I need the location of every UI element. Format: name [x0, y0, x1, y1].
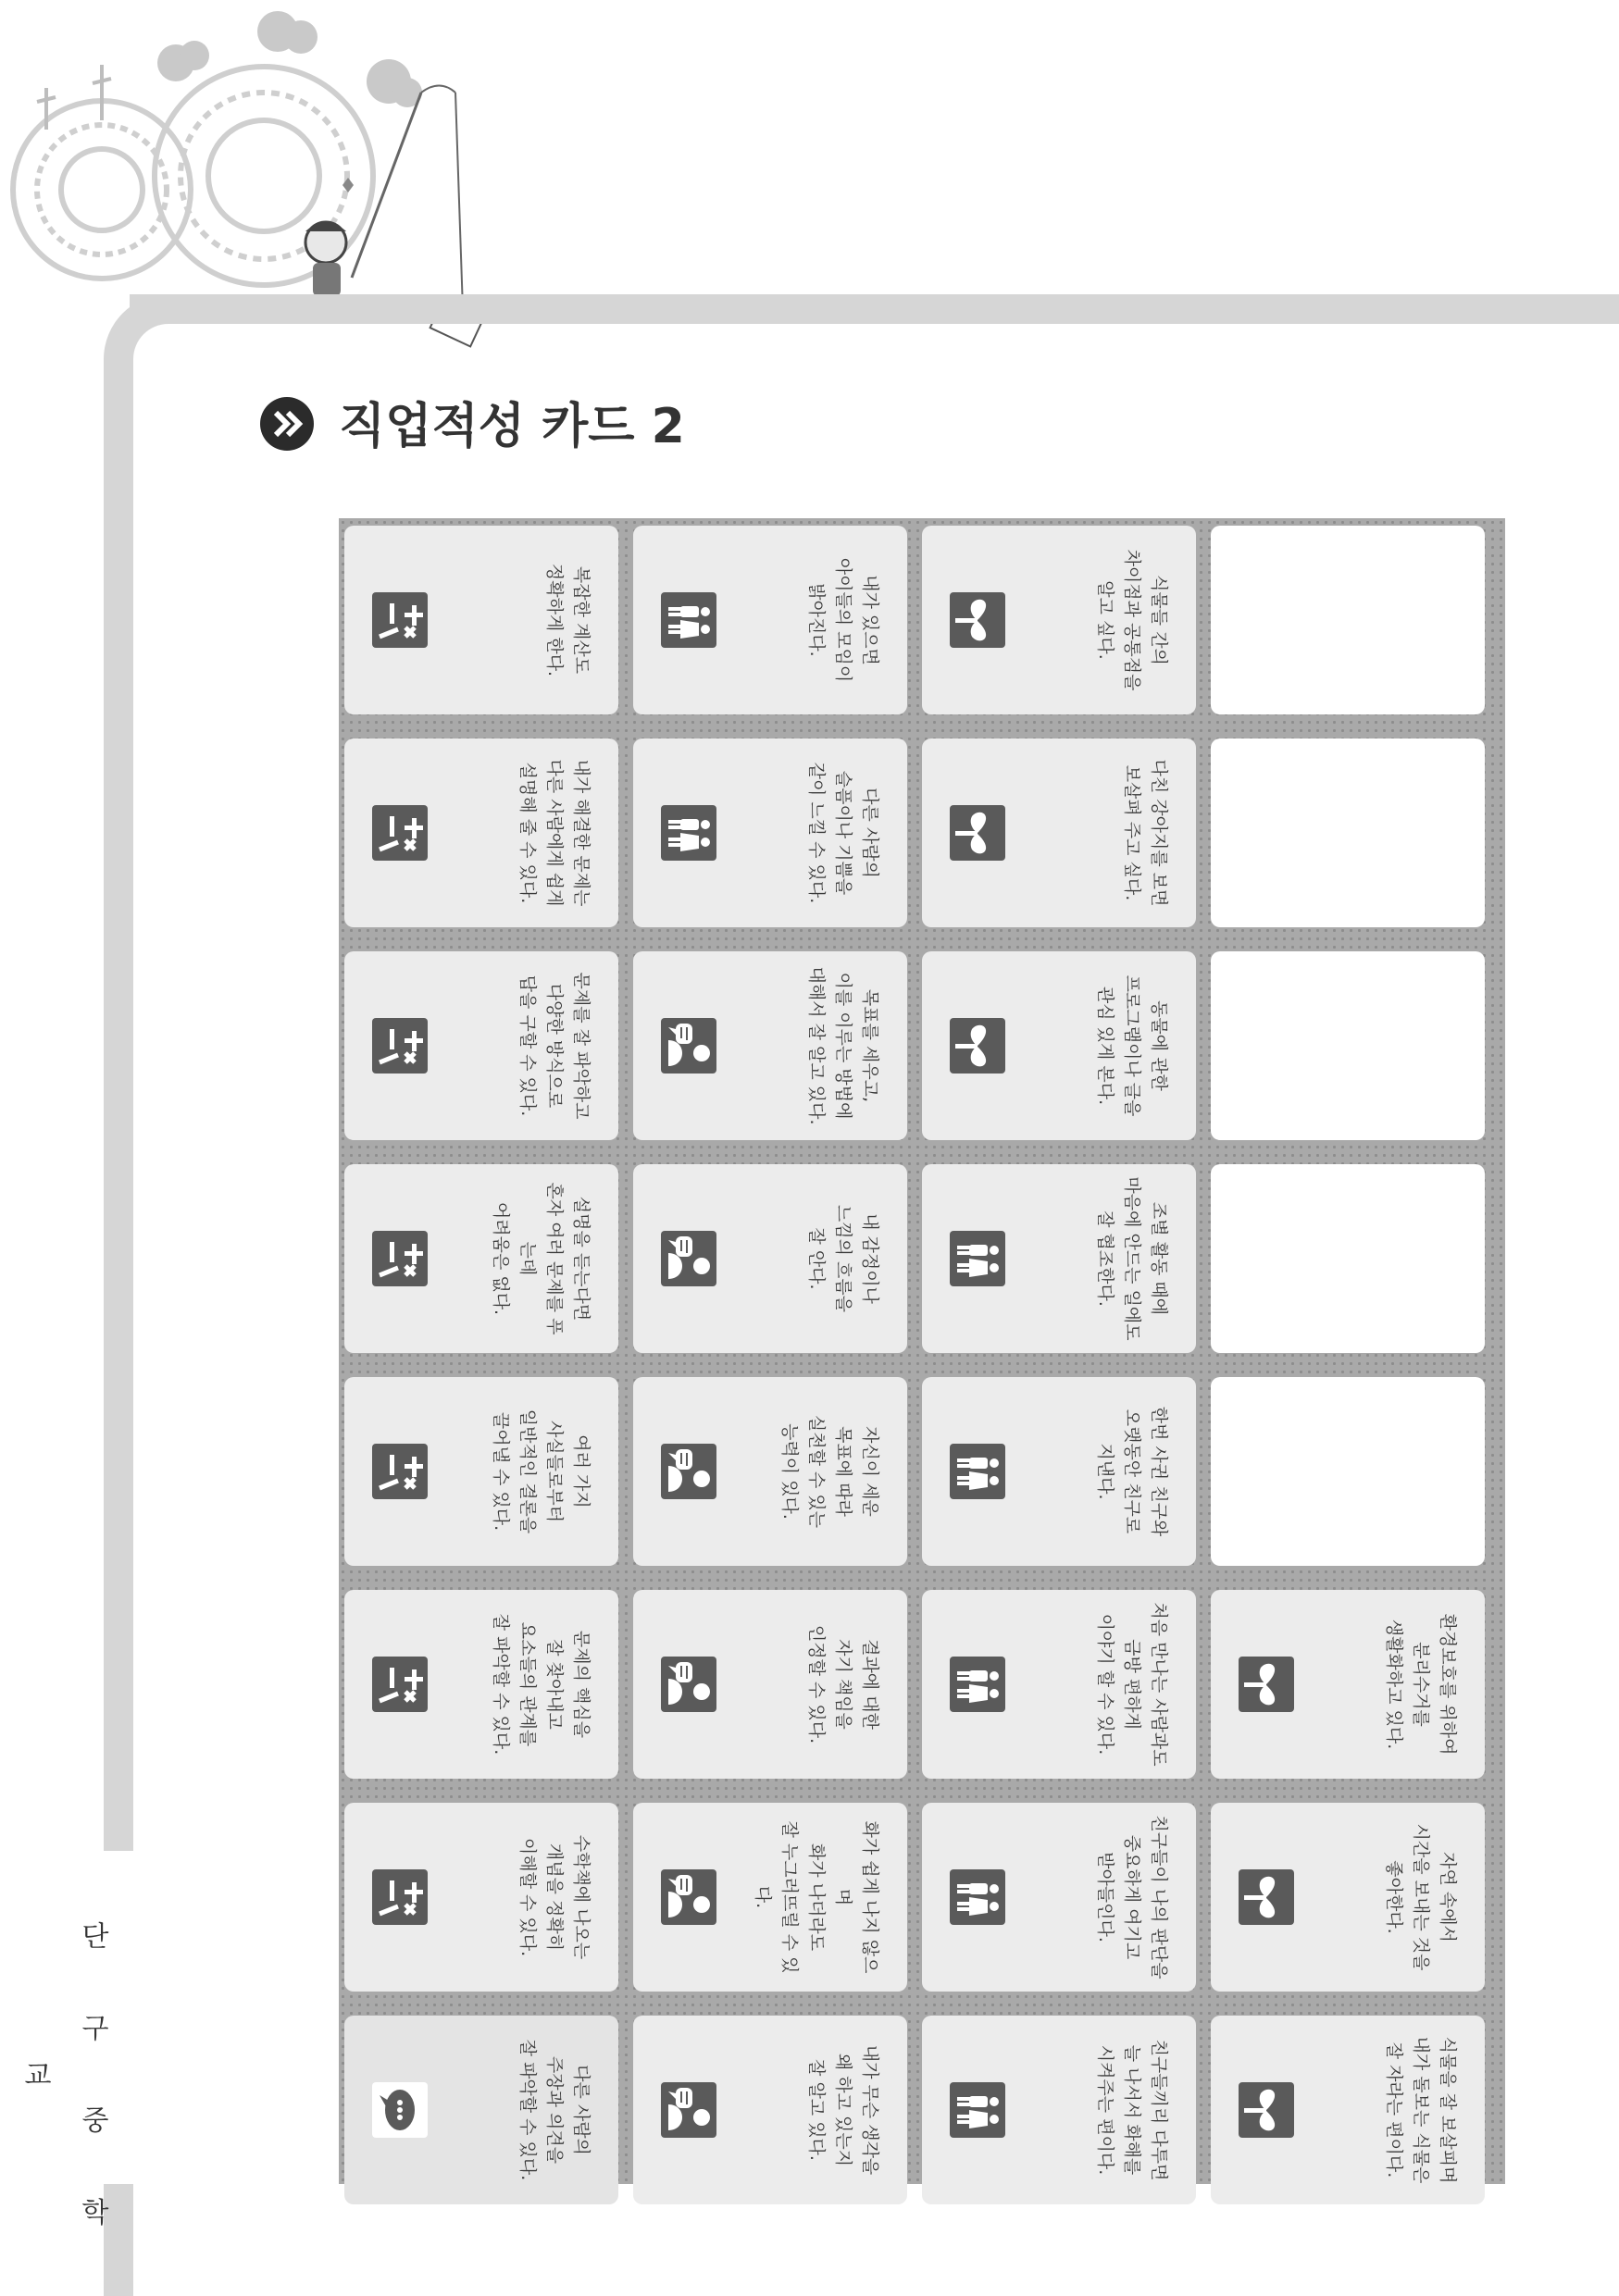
card-content — [633, 738, 907, 927]
card-text: 목표를 세우고, 이를 이루는 방법에 대해서 잘 알고 있다. — [806, 966, 880, 1125]
card-content — [1211, 2016, 1485, 2204]
aptitude-card — [633, 1803, 907, 1992]
calculator-icon — [372, 1231, 428, 1286]
card-content — [344, 1803, 618, 1992]
card-text: 조별 활동 때에 마음에 안드는 일에도 잘 협조한다. — [1095, 1176, 1169, 1341]
card-content — [922, 1590, 1196, 1779]
person-speech-icon — [661, 1657, 716, 1712]
card-text: 한번 사귄 친구와 오랫동안 친구로 지낸다. — [1095, 1406, 1169, 1537]
people-icon — [950, 1869, 1005, 1925]
card-content — [922, 951, 1196, 1140]
aptitude-card — [922, 1590, 1196, 1779]
card-content — [344, 526, 618, 714]
card-text: 동물에 관한 프로그램이나 글을 관심 있게 본다. — [1095, 974, 1169, 1117]
card-text: 처음 만나는 사람과도 금방 편하게 이야기 할 수 있다. — [1095, 1602, 1169, 1767]
card-text: 환경보호를 위하여 분리수거를 생활화하고 있다. — [1384, 1613, 1458, 1756]
card-text: 자연 속에서 시간을 보내는 것을 좋아한다. — [1384, 1823, 1458, 1971]
blank-card — [1211, 526, 1485, 714]
person-speech-icon — [661, 1444, 716, 1499]
blank-card — [1211, 1164, 1485, 1353]
sprout-icon — [950, 805, 1005, 861]
card-text: 다른 사람의 주장과 의견을 잘 파악할 수 있다. — [517, 2039, 592, 2181]
people-icon — [950, 2082, 1005, 2138]
calculator-icon — [372, 1444, 428, 1499]
people-icon — [950, 1231, 1005, 1286]
card-text: 수학책에 나오는 개념을 정확히 이해할 수 있다. — [517, 1834, 592, 1960]
card-text: 문제의 핵심을 잘 찾아내고 요소들의 관계를 잘 파악할 수 있다. — [491, 1613, 592, 1756]
person-speech-icon — [661, 1231, 716, 1286]
card-content — [922, 738, 1196, 927]
calculator-icon — [372, 1869, 428, 1925]
card-content — [344, 1590, 618, 1779]
people-icon — [661, 592, 716, 648]
card-text: 화가 쉽게 나지 않으며 화가 나더라도 잘 누그러뜨릴 수 있다. — [753, 1820, 880, 1974]
aptitude-card — [922, 738, 1196, 927]
card-text: 친구들이 나의 판단을 중요하게 여기고 받아들인다. — [1095, 1815, 1169, 1980]
aptitude-card — [1211, 2016, 1485, 2204]
card-content — [344, 1164, 618, 1353]
card-content — [922, 2016, 1196, 2204]
aptitude-card — [922, 526, 1196, 714]
frame-top-bar — [130, 294, 1619, 324]
sprout-icon — [1239, 1657, 1294, 1712]
sprout-icon — [1239, 2082, 1294, 2138]
card-sheet — [339, 518, 1505, 2184]
aptitude-card — [633, 526, 907, 714]
blank-card — [1211, 951, 1485, 1140]
calculator-icon — [372, 805, 428, 861]
card-content — [633, 951, 907, 1140]
person-speech-icon — [661, 2082, 716, 2138]
aptitude-card — [1211, 1590, 1485, 1779]
card-text: 내가 있으면 아이들의 모임이 밝아진다. — [806, 557, 880, 683]
card-text: 자신이 세운 목표에 따라 실천할 수 있는 능력이 있다. — [779, 1414, 880, 1529]
aptitude-card — [1211, 1803, 1485, 1992]
card-text: 문제를 잘 파악하고 다양한 방식으로 답을 구할 수 있다. — [517, 972, 592, 1120]
aptitude-card — [344, 1377, 618, 1566]
card-content — [344, 738, 618, 927]
card-content — [344, 951, 618, 1140]
card-content — [633, 1590, 907, 1779]
calculator-icon — [372, 1657, 428, 1712]
aptitude-card — [344, 526, 618, 714]
card-text: 친구들끼리 다투면 늘 나서서 화해를 시켜주는 편이다. — [1095, 2039, 1169, 2181]
people-icon — [950, 1444, 1005, 1499]
card-content — [344, 2016, 618, 2204]
aptitude-card — [922, 1377, 1196, 1566]
blank-card — [1211, 738, 1485, 927]
card-content — [633, 1803, 907, 1992]
aptitude-card — [633, 2016, 907, 2204]
aptitude-card — [344, 738, 618, 927]
card-text: 다친 강아지를 보면 보살펴 주고 싶다. — [1122, 759, 1169, 907]
card-text: 복잡한 계산도 정확하게 한다. — [544, 563, 592, 677]
card-content — [1211, 1803, 1485, 1992]
aptitude-card — [633, 1377, 907, 1566]
aptitude-card — [633, 1164, 907, 1353]
person-speech-icon — [661, 1869, 716, 1925]
aptitude-card — [344, 1590, 618, 1779]
card-content — [922, 1377, 1196, 1566]
blank-card — [1211, 1377, 1485, 1566]
card-content — [633, 2016, 907, 2204]
aptitude-card — [922, 2016, 1196, 2204]
aptitude-card — [633, 1590, 907, 1779]
card-text: 다른 사람의 슬픔이나 기쁨을 같이 느낄 수 있다. — [806, 762, 880, 904]
page-title: 직업적성 카드 2 — [339, 399, 685, 454]
side-label: 단 구 중 학 교 — [19, 1921, 108, 2253]
card-text: 식물들 간의 차이점과 공통점을 알고 싶다. — [1095, 549, 1169, 691]
sprout-icon — [950, 592, 1005, 648]
card-text: 내 감정이나 느낌의 흐름을 잘 안다. — [806, 1204, 880, 1313]
card-content — [922, 1803, 1196, 1992]
card-content — [633, 1164, 907, 1353]
calculator-icon — [372, 1018, 428, 1074]
card-content — [1211, 1590, 1485, 1779]
speech-bubble-icon — [372, 2082, 428, 2138]
aptitude-card — [344, 2016, 618, 2204]
aptitude-card — [344, 1803, 618, 1992]
card-text: 내가 무슨 생각을 왜 하고 있는지 잘 알고 있다. — [806, 2044, 880, 2176]
aptitude-card — [344, 951, 618, 1140]
card-text: 설명을 듣는다면 혼자 여러 문제를 푸는데 어려움은 없다. — [491, 1182, 592, 1335]
sprout-icon — [1239, 1869, 1294, 1925]
card-content — [633, 1377, 907, 1566]
people-icon — [661, 805, 716, 861]
aptitude-card — [922, 951, 1196, 1140]
card-content — [922, 526, 1196, 714]
card-content — [633, 526, 907, 714]
calculator-icon — [372, 592, 428, 648]
aptitude-card — [922, 1803, 1196, 1992]
card-content — [344, 1377, 618, 1566]
card-text: 여러 가지 사실들로부터 일반적인 결론을 끌어낼 수 있다. — [491, 1409, 592, 1534]
double-chevron-icon — [259, 396, 315, 452]
frame-left-bar — [104, 389, 133, 1851]
person-speech-icon — [661, 1018, 716, 1074]
card-content — [922, 1164, 1196, 1353]
people-icon — [950, 1657, 1005, 1712]
aptitude-card — [633, 951, 907, 1140]
aptitude-card — [922, 1164, 1196, 1353]
card-text: 내가 해결한 문제는 다른 사람에게 쉽게 설명해 줄 수 있다. — [517, 759, 592, 907]
card-text: 결과에 대한 자기 책임을 인정할 수 있다. — [806, 1624, 880, 1744]
card-text: 식물을 잘 보살피며 내가 돌보는 식물은 잘 자라는 편이다. — [1384, 2036, 1458, 2184]
aptitude-card — [633, 738, 907, 927]
aptitude-card — [344, 1164, 618, 1353]
sprout-icon — [950, 1018, 1005, 1074]
